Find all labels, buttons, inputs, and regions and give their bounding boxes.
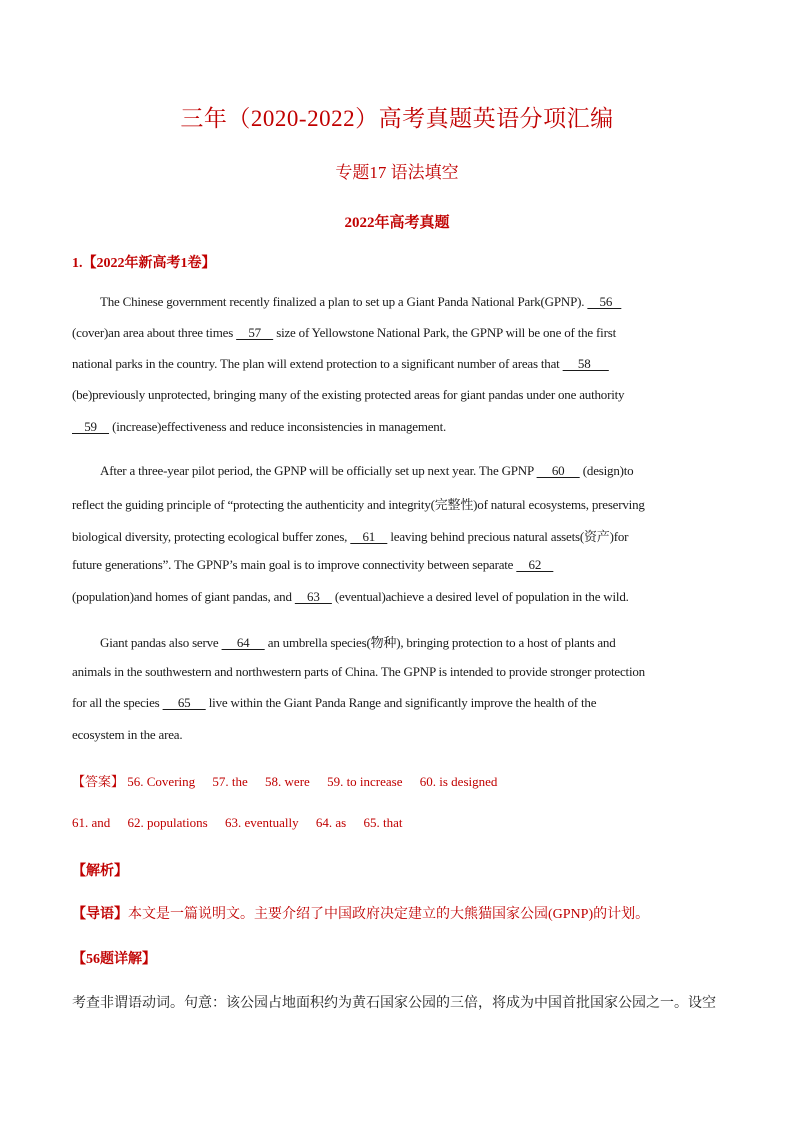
p2-line-4 [72, 557, 553, 573]
blank-64: 64 [221, 635, 265, 650]
p1-line-1 [100, 294, 621, 310]
p3-line-2 [72, 664, 645, 680]
text: (eventual)achieve a desired level of population in the wild. [334, 589, 629, 604]
answer-item: 56. Covering [127, 774, 196, 789]
text: (be)previously unprotected, bringing many of the existing protected areas for giant pandas under one authority [72, 387, 625, 402]
text: leaving behind precious natural assets(资产)for [390, 529, 629, 544]
p3-line-3 [72, 695, 596, 711]
answer-label: 【答案】 [72, 774, 125, 789]
text: reflect the guiding principle of “protecting the authenticity and integrity(完整性)of natural ecosystems, preserving [72, 497, 645, 512]
p2-line-2 [72, 494, 645, 513]
guide-line [72, 903, 649, 923]
blank-65: 65 [162, 695, 206, 710]
answer-item: 63. eventually [224, 815, 299, 830]
guide-label: 【导语】 [72, 907, 128, 922]
section-heading: 2022年高考真题 [344, 215, 450, 231]
text: animals in the southwestern and northwestern parts of China. The GPNP is intended to provide stronger protection [72, 664, 645, 679]
blank-61: 61 [350, 529, 388, 544]
guide-text: 本文是一篇说明文。主要介绍了中国政府决定建立的大熊猫国家公园(GPNP)的计划。 [128, 907, 650, 922]
answer-row-2 [72, 815, 416, 831]
blank-58: 58 [562, 356, 609, 371]
q56-label: 【56题详解】 [72, 952, 156, 967]
text: for all the species [72, 695, 160, 710]
p1-line-4 [72, 387, 624, 403]
p3-line-1 [100, 632, 616, 651]
q56-text: 考查非谓语动词。句意：该公园占地面积约为黄石国家公园的三倍，将成为中国首批国家公园之一。设空 [72, 996, 716, 1011]
answer-item: 61. and [72, 815, 111, 830]
text: national parks in the country. The plan will extend protection to a significant number of areas that [72, 356, 560, 371]
answer-item: 59. to increase [327, 774, 403, 789]
text: an umbrella species(物种), bringing protection to a host of plants and [267, 635, 616, 650]
blank-63: 63 [294, 589, 332, 604]
p2-line-3 [72, 526, 628, 545]
analysis-label: 【解析】 [72, 864, 128, 879]
text: (increase)effectiveness and reduce inconsistencies in management. [112, 419, 447, 434]
text: live within the Giant Panda Range and significantly improve the health of the [208, 695, 597, 710]
answer-row-1 [72, 771, 511, 790]
answer-item: 57. the [212, 774, 248, 789]
blank-62: 62 [516, 557, 554, 572]
text: (design)to [582, 463, 634, 478]
p2-line-5 [72, 589, 629, 605]
text: (cover)an area about three times [72, 325, 234, 340]
p1-line-2 [72, 325, 616, 341]
text: size of Yellowstone National Park, the GPNP will be one of the first [276, 325, 616, 340]
blank-59: 59 [72, 419, 110, 434]
blank-60: 60 [536, 463, 580, 478]
question-heading: 1.【2022年新高考1卷】 [72, 256, 216, 271]
text: biological diversity, protecting ecological buffer zones, [72, 529, 348, 544]
text: Giant pandas also serve [100, 635, 219, 650]
blank-57: 57 [236, 325, 274, 340]
text: After a three-year pilot period, the GPNP will be officially set up next year. The GPNP [100, 463, 534, 478]
page-title: 三年（2020-2022）高考真题英语分项汇编 [180, 106, 614, 131]
text: (population)and homes of giant pandas, and [72, 589, 292, 604]
text: future generations”. The GPNP’s main goal is to improve connectivity between separate [72, 557, 514, 572]
answer-item: 62. populations [127, 815, 208, 830]
text: ecosystem in the area. [72, 727, 183, 742]
p1-line-5 [72, 419, 446, 435]
blank-56: 56 [587, 294, 622, 309]
p2-line-1 [100, 463, 633, 479]
p1-line-3 [72, 356, 609, 372]
answer-item: 64. as [315, 815, 347, 830]
page-subtitle: 专题17 语法填空 [335, 163, 459, 182]
text: The Chinese government recently finalized a plan to set up a Giant Panda National Park(GPNP). [100, 294, 585, 309]
p3-line-4 [72, 727, 182, 743]
answer-item: 65. that [363, 815, 403, 830]
answer-item: 58. were [265, 774, 310, 789]
answer-item: 60. is designed [419, 774, 498, 789]
